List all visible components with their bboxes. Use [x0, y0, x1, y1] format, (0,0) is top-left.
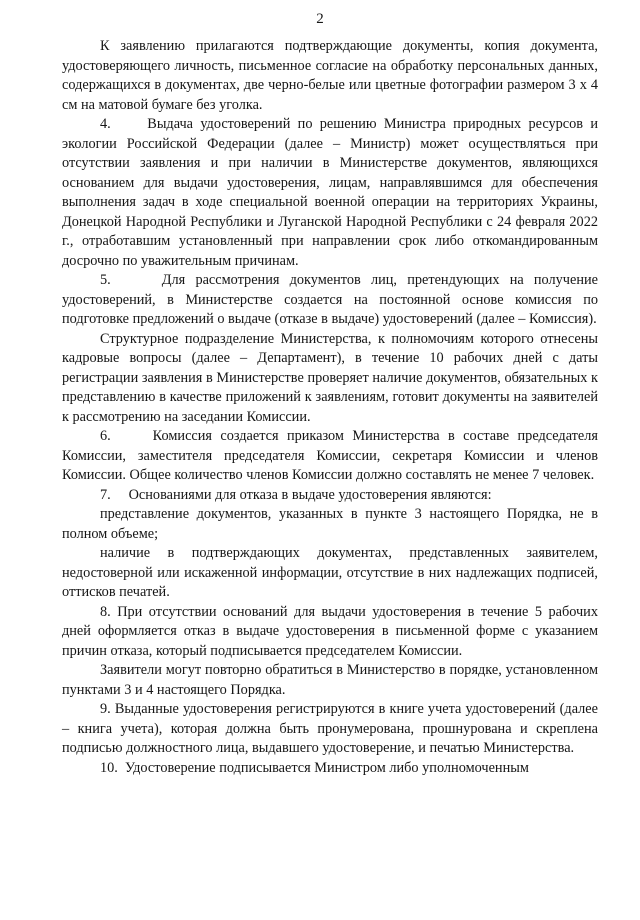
paragraph-refusal-invalid: наличие в подтверждающих документах, представленных заявителем, недостоверной или искаженной информации, отсутствие в них надлежащих подписей, оттисков печатей.: [62, 545, 598, 600]
page-number: 2: [316, 11, 324, 27]
paragraph-item-6: 6. Комиссия создается приказом Министерства в составе председателя Комиссии, заместителя председателя Комиссии, секретаря Комиссии и членов Комиссии. Общее количество членов Комиссии должно составлять не менее 7 человек.: [62, 428, 598, 483]
document-body: [62, 37, 598, 778]
paragraph-reapply: Заявители могут повторно обратиться в Министерство в порядке, установленном пунктами 3 и 4 настоящего Порядка.: [62, 662, 598, 698]
paragraph-item-7: 7. Основаниями для отказа в выдаче удостоверения являются:: [100, 486, 492, 503]
paragraph-item-8: 8. При отсутствии оснований для выдачи удостоверения в течение 5 рабочих дней оформляется отказ в выдаче удостоверения в письменной форме с указанием причин отказа, который подписывается председателем Комиссии.: [62, 603, 598, 659]
paragraph-item-4: 4. Выдача удостоверений по решению Министра природных ресурсов и экологии Российской Федерации (далее – Министр) может осуществляться при отсутствии заявления и при наличии в Министерстве документов, являющихся основанием для выдачи удостоверения, лицам, направлявшимся для обеспечения выполнения задач в ходе специальной военной операции на территориях Украины, Донецкой Народной Республики и Луганской Народной Республики с 24 февраля 2022 г., отработавшим установленный при направлении срок либо откомандированным досрочно по уважительным причинам.: [62, 116, 598, 269]
paragraph-department: Структурное подразделение Министерства, к полномочиям которого отнесены кадровые вопросы (далее – Департамент), в течение 10 рабочих дней с даты регистрации заявления в Министерстве проверяет наличие документов, обязательных к представлению в качестве приложений к заявлениям, готовит документы на заявителей к рассмотрению на заседании Комиссии.: [62, 330, 598, 425]
paragraph-item-10: 10. Удостоверение подписывается Министром либо уполномоченным: [100, 759, 529, 776]
paragraph-item-5: 5. Для рассмотрения документов лиц, претендующих на получение удостоверений, в Министерстве создается на постоянной основе комиссия по подготовке предложений о выдаче (отказе в выдаче) удостоверений (далее – Комиссия).: [62, 272, 598, 327]
paragraph-refusal-incomplete: представление документов, указанных в пункте 3 настоящего Порядка, не в полном объеме;: [62, 506, 598, 542]
paragraph-attachments: К заявлению прилагаются подтверждающие документы, копия документа, удостоверяющего личность, письменное согласие на обработку персональных данных, содержащихся в документах, две черно-белые или цветные фотографии размером 3 х 4 см на матовой бумаге без уголка.: [62, 38, 598, 113]
paragraph-item-9: 9. Выданные удостоверения регистрируются в книге учета удостоверений (далее – книга учета), которая должна быть пронумерована, прошнурована и скреплена подписью должностного лица, выдавшего удостоверение, и печатью Министерства.: [62, 701, 598, 756]
